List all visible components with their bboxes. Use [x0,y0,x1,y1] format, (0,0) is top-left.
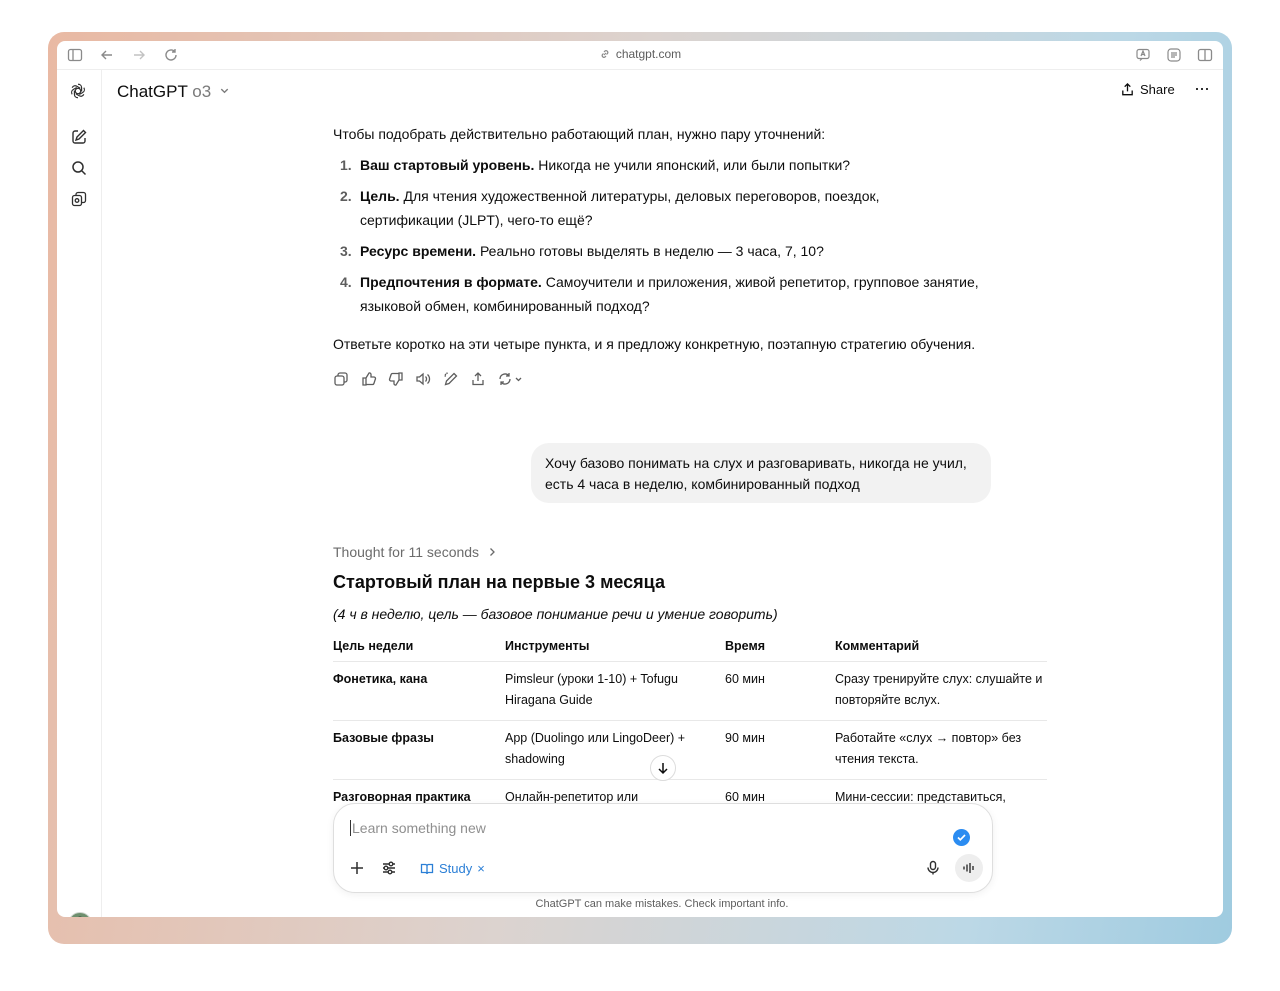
list-item-text: Никогда не учили японский, или были попытки? [534,157,851,173]
list-item-text: Самоучители и приложения, живой репетитор, групповое занятие, [541,274,979,290]
list-item [360,270,1010,318]
cell-time: 90 мин [725,731,765,745]
model-version: o3 [192,82,212,101]
scroll-to-bottom-button[interactable] [650,755,676,781]
assistant-intro: Чтобы подобрать действительно работающий план, нужно пару уточнений: [333,126,826,142]
share-message-icon[interactable] [470,371,486,387]
plus-icon[interactable] [348,859,366,877]
cell-comment-line: чтения текста. [835,752,919,766]
disclaimer-text: ChatGPT can make mistakes. Check important info. [535,898,789,910]
checkmark-icon [953,829,970,846]
cell-tools-line: Hiragana Guide [505,693,593,707]
waveform-icon [962,861,976,875]
model-selector[interactable] [117,82,230,102]
user-avatar[interactable] [68,912,92,917]
table-row [333,721,1047,780]
list-item-text-cont: сертификации (JLPT), чего-то ещё? [360,212,593,228]
edit-canvas-icon[interactable] [443,371,459,387]
list-item-text: Реально готовы выделять в неделю — 3 часа, 7, 10? [476,243,824,259]
read-aloud-icon[interactable] [415,371,431,387]
cell-comment-line: повторяйте вслух. [835,693,941,707]
new-chat-icon[interactable] [70,128,88,146]
thumbs-up-icon[interactable] [361,371,377,387]
close-icon[interactable]: × [477,861,485,876]
cell-comment-line: Сразу тренируйте слух: слушайте и [835,672,1043,686]
table-row [333,662,1047,721]
sidebar [57,70,102,917]
cell-goal: Базовые фразы [333,731,434,745]
cell-goal: Фонетика, кана [333,672,428,686]
tools-sliders-icon[interactable] [380,859,398,877]
column-header: Время [725,639,765,653]
url-text: chatgpt.com [615,47,682,61]
share-icon [1120,82,1135,97]
study-label: Study [439,861,473,876]
user-message-line: Хочу базово понимать на слух и разговаривать, никогда не учил, [545,455,967,471]
more-options-button[interactable]: ··· [1194,78,1209,98]
column-header: Инструменты [505,639,590,653]
cell-comment-line: Мини-сессии: представиться, [835,790,1006,803]
cell-goal: Разговорная практика [333,790,471,803]
cell-comment [835,728,1021,770]
openai-logo-icon[interactable] [69,82,89,102]
list-item-text-cont: языковой обмен, комбинированный подход? [360,298,650,314]
share-label: Share [1140,82,1175,97]
list-item-bold: Ваш стартовый уровень. [360,157,535,173]
browser-window [57,41,1223,917]
cell-tools-line: App (Duolingo или LingoDeer) + [505,731,686,745]
regenerate-icon[interactable] [497,371,525,387]
plan-heading: Стартовый план на первые 3 месяца [333,572,665,592]
cell-tools-line: Pimsleur (уроки 1-10) + Tofugu [505,672,678,686]
plan-table [333,633,1049,803]
share-button[interactable] [1120,82,1175,97]
table-row [333,780,1047,803]
thought-toggle[interactable] [333,544,497,560]
browser-toolbar [57,41,1223,70]
model-name: ChatGPT [117,82,188,101]
list-item-bold: Предпочтения в формате. [360,274,542,290]
cell-tools-line: Онлайн-репетитор или [505,790,639,803]
cell-tools [505,787,638,803]
link-icon [599,48,611,60]
cell-tools [505,669,678,711]
list-number: 1. [340,157,352,173]
message-composer [333,803,993,893]
microphone-icon[interactable] [925,860,941,876]
reader-icon[interactable] [1166,47,1182,63]
arrow-down-icon [656,761,670,775]
list-number: 2. [340,188,352,204]
chat-header [102,70,1223,114]
cell-comment [835,669,1042,711]
chevron-right-icon [487,547,497,557]
cell-tools-line: shadowing [505,752,565,766]
list-item-bold: Ресурс времени. [360,243,477,259]
book-icon [420,862,434,876]
list-number: 3. [340,243,352,259]
cell-comment [835,787,1006,803]
cell-comment-line: Работайте «слух → повтор» без [835,731,1022,745]
chevron-down-icon [219,85,230,96]
table-header-row [333,633,1047,662]
study-mode-chip[interactable] [420,861,485,876]
address-bar[interactable] [57,47,1223,61]
user-message-bubble [531,443,991,503]
split-view-icon[interactable] [1197,47,1213,63]
column-header: Цель недели [333,639,414,653]
thumbs-down-icon[interactable] [388,371,404,387]
cell-time: 60 мин [725,790,765,803]
search-icon[interactable] [70,159,88,177]
prompt-input[interactable]: Learn something new [352,820,486,836]
list-item-text: Для чтения художественной литературы, деловых переговоров, поездок, [399,188,880,204]
list-item-bold: Цель. [360,188,400,204]
list-item [360,184,1010,232]
copy-icon[interactable] [333,371,349,387]
assistant-outro: Ответьте коротко на эти четыре пункта, и я предложу конкретную, поэтапную стратегию обучения. [333,336,976,352]
plan-subheading: (4 ч в неделю, цель — базовое понимание речи и умение говорить) [333,606,778,622]
voice-mode-button[interactable] [955,854,983,882]
library-icon[interactable] [70,190,88,208]
column-header: Комментарий [835,639,920,653]
list-number: 4. [340,274,352,290]
translate-icon[interactable] [1135,47,1151,63]
list-item [360,239,1010,263]
list-item [360,153,1010,177]
user-message-line: есть 4 часа в неделю, комбинированный подход [545,476,860,492]
thought-label: Thought for 11 seconds [333,544,480,560]
cell-time: 60 мин [725,672,765,686]
